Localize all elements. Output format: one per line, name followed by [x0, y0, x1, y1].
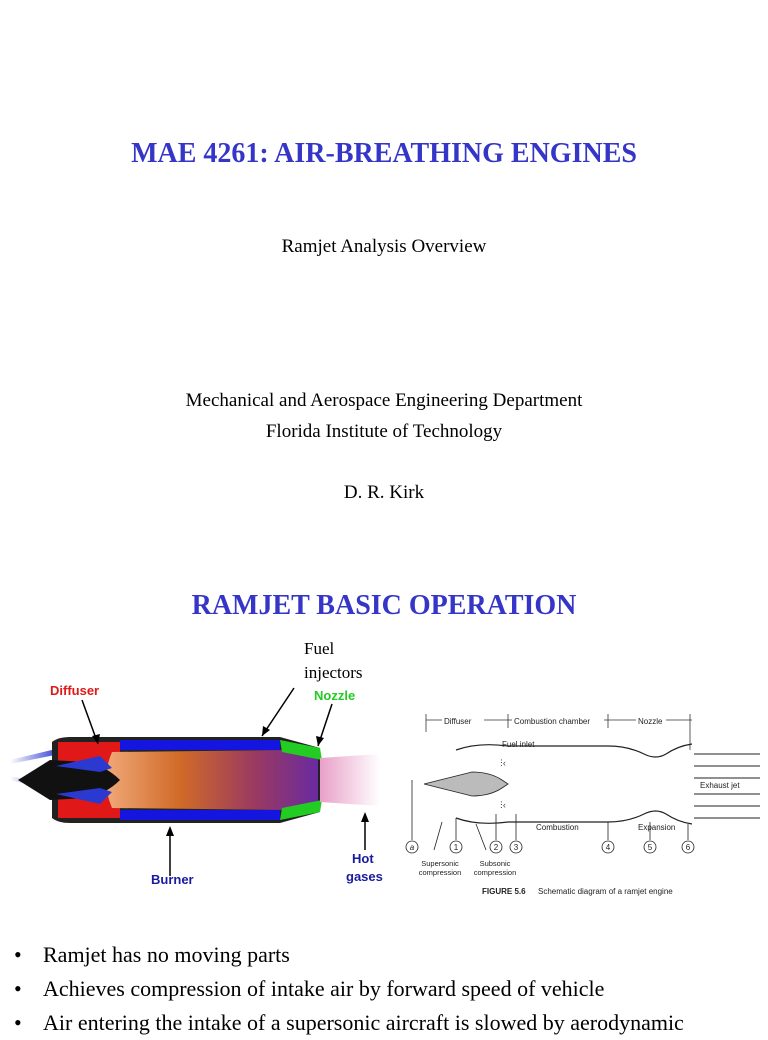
inlet-cone: [424, 772, 508, 796]
casing-liner-top: [120, 740, 280, 750]
figure-caption: Schematic diagram of a ramjet engine: [538, 887, 673, 896]
exhaust-jet-label: Exhaust jet: [700, 781, 740, 790]
combustion-label: Combustion: [536, 823, 579, 832]
burner-label: Burner: [151, 872, 194, 887]
slide1-subtitle: Ramjet Analysis Overview: [281, 236, 487, 257]
slide2-title: RAMJET BASIC OPERATION: [191, 590, 577, 621]
supersonic-compression-label: compression: [418, 868, 462, 877]
diffuser-label: Diffuser: [50, 683, 100, 698]
bullet-text: Ramjet has no moving parts: [43, 942, 290, 967]
bullet-text: Air entering the intake of a supersonic aircraft is slowed by aerodynamic: [43, 1010, 684, 1035]
burner-flame: [106, 750, 318, 810]
author: D. R. Kirk: [343, 482, 425, 503]
nozzle-label: Nozzle: [638, 717, 663, 726]
bullet-marker: •: [14, 1010, 22, 1035]
station-4-label: 4: [605, 843, 611, 852]
fuel-inlet-label: Fuel inlet: [502, 740, 535, 749]
fuel-injectors-label-line1: Fuel: [304, 639, 335, 658]
burner-arrowhead: [166, 826, 174, 836]
department: Mechanical and Aerospace Engineering Department: [185, 390, 583, 411]
fuel-spray-top: ⵗ‹: [500, 758, 506, 768]
casing-liner-bottom: [120, 810, 280, 820]
hot-gases-label-line1: Hot: [352, 851, 374, 866]
diffuser-label: Diffuser: [444, 717, 472, 726]
ramjet-color-diagram: [0, 636, 400, 896]
bullet-marker: •: [14, 976, 22, 1001]
subsonic-compression-label: compression: [473, 868, 517, 877]
bullet-marker: •: [14, 942, 22, 967]
hot-gas-jet: [320, 754, 380, 806]
fuel-injectors-arrowhead: [262, 726, 270, 736]
hot-gases-arrowhead: [361, 812, 369, 822]
fuel-spray-bottom: ⵗ‹: [500, 800, 506, 810]
bullet-item: [0, 1006, 768, 1040]
institution: Florida Institute of Technology: [265, 421, 503, 442]
supersonic-label: Supersonic: [421, 859, 459, 868]
fuel-injectors-label-line2: injectors: [304, 663, 363, 682]
slide1-title: MAE 4261: AIR-BREATHING ENGINES: [131, 138, 637, 169]
combustion-chamber-label: Combustion chamber: [514, 717, 591, 726]
expansion-label: Expansion: [638, 823, 676, 832]
station-5-label: 5: [647, 843, 653, 852]
subsonic-label: Subsonic: [479, 859, 511, 868]
bullet-text: Achieves compression of intake air by forward speed of vehicle: [43, 976, 605, 1001]
bullet-item: [0, 938, 768, 972]
station-1-label: 1: [453, 843, 459, 852]
bullet-list: [0, 938, 768, 1040]
ramjet-schematic-diagram: [398, 710, 768, 902]
station-a-label: a: [409, 843, 415, 852]
hot-gases-label-line2: gases: [346, 869, 383, 884]
engine-wall-top: [456, 744, 692, 757]
nozzle-arrowhead: [316, 736, 324, 746]
bullet-item: [0, 972, 768, 1006]
station-2-label: 2: [493, 843, 499, 852]
station-6-label: 6: [685, 843, 691, 852]
nozzle-label: Nozzle: [314, 688, 356, 703]
figure-number: FIGURE 5.6: [482, 887, 526, 896]
station-3-label: 3: [513, 843, 519, 852]
